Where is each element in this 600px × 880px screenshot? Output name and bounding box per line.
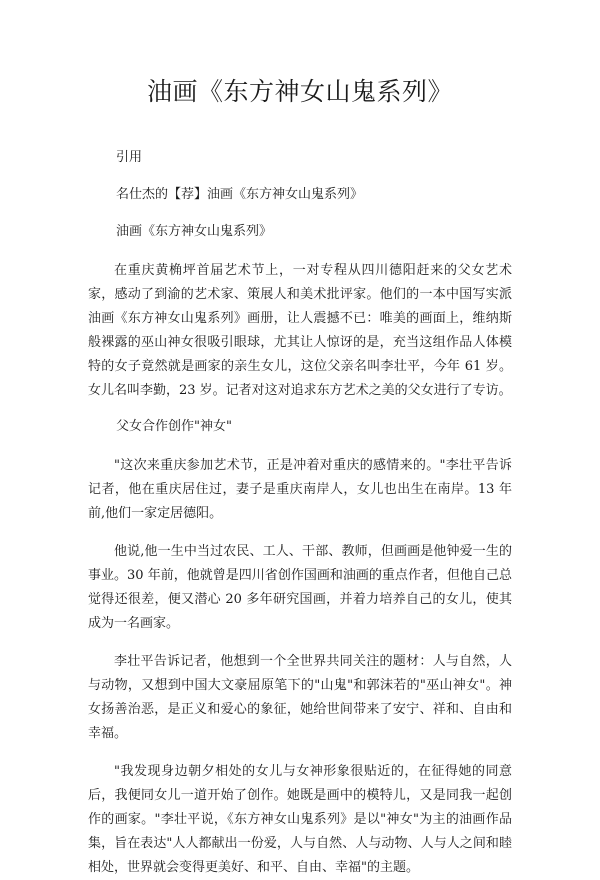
- paragraph-intro: 在重庆黄桷坪首届艺术节上，一对专程从四川德阳赶来的父女艺术家，感动了到渝的艺术家、策展人和美术批评家。他们的一本中国写实派油画《东方神女山鬼系列》画册，让人震撼不已：唯美的画面上，维纳斯般裸露的巫山神女很吸引眼球，尤其让人惊讶的是，充当这组作品人体模特的女子竟然就是画家的亲生女儿，这位父亲名叫李壮平，今年 61 岁。女儿名叫李勤，23 岁。记者对这对追求东方艺术之美的父女进行了专访。: [88, 263, 512, 398]
- paragraph: 他说,他一生中当过农民、工人、干部、教师，但画画是他钟爱一生的事业。30 年前，他就曾是四川省创作国画和油画的重点作者，但他自己总觉得还很差，便又潜心 20 多年研究国画，并着力培养自己的女儿，使其成为一名画家。: [88, 544, 512, 631]
- paragraph: "这次来重庆参加艺术节，正是冲着对重庆的感情来的。"李壮平告诉记者，他在重庆居住过，妻子是重庆南岸人，女儿也出生在南岸。13 年前,他们一家定居德阳。: [88, 458, 512, 521]
- paragraph: 李壮平告诉记者，他想到一个全世界共同关注的题材：人与自然，人与动物，又想到中国大文豪屈原笔下的"山鬼"和郭沫若的"巫山神女"。神女扬善治恶，是正义和爱心的象征，她给世间带来了安宁、祥和、自由和幸福。: [88, 654, 512, 741]
- source-line: 名仕杰的【荐】油画《东方神女山鬼系列》: [116, 187, 364, 202]
- subtitle: 油画《东方神女山鬼系列》: [116, 224, 273, 239]
- document-title: 油画《东方神女山鬼系列》: [146, 77, 453, 106]
- quote-label: 引用: [116, 150, 143, 165]
- paragraph: "我发现身边朝夕相处的女儿与女神形象很贴近的，在征得她的同意后，我便同女儿一道开始了创作。她既是画中的模特儿，又是同我一起创作的画家。"李壮平说，《东方神女山鬼系列》是以"神女"为主的油画作品集，旨在表达"人人都献出一份爱，人与自然、人与动物、人与人之间和睦相处，世界就会变得更美好、和平、自由、幸福"的主题。: [88, 764, 512, 875]
- section-heading: 父女合作创作"神女": [116, 419, 232, 434]
